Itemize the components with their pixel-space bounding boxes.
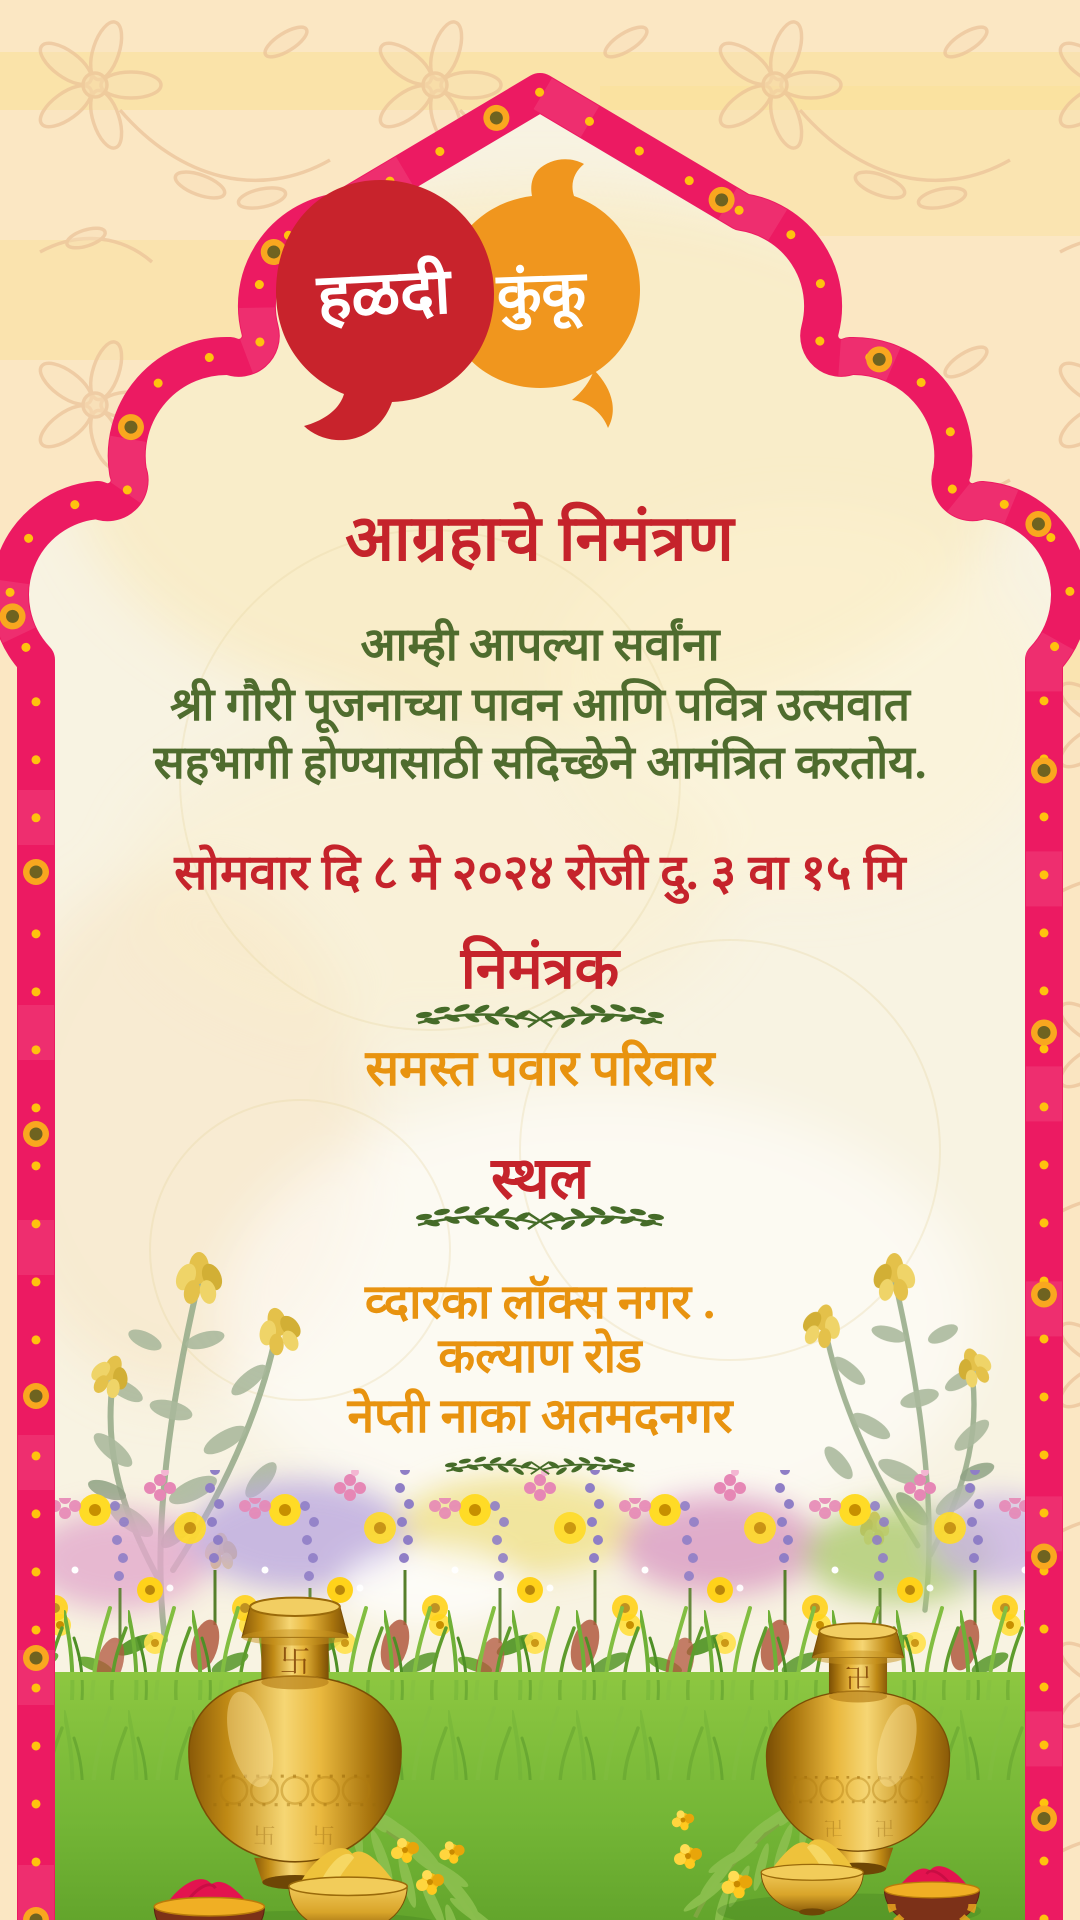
event-datetime: सोमवार दि ८ मे २०२४ रोजी दु. ३ वा १५ मि xyxy=(174,845,906,900)
card-title: आग्रहाचे निमंत्रण xyxy=(345,503,735,574)
venue-line-1: व्दारका लॉक्स नगर . xyxy=(364,1276,716,1329)
haldi-kunku-logo xyxy=(250,148,660,478)
vine-divider-icon xyxy=(390,1198,690,1244)
invite-line-3: सहभागी होण्यासाठी सदिच्छेने आमंत्रित करतोय. xyxy=(153,737,927,788)
host-heading: निमंत्रक xyxy=(460,936,620,1001)
invite-line-1: आम्ही आपल्या सर्वांना xyxy=(360,619,720,670)
logo-word-kunku: कुंकू xyxy=(495,259,587,328)
logo-word-haldi: हळदी xyxy=(315,255,453,334)
venue-line-3: नेप्ती नाका अतमदनगर xyxy=(347,1390,733,1443)
invite-line-2: श्री गौरी पूजनाच्या पावन आणि पवित्र उत्सवात xyxy=(169,679,911,730)
host-name: समस्त पवार परिवार xyxy=(365,1040,715,1096)
venue-line-2: कल्याण रोड xyxy=(438,1330,642,1383)
vine-divider-icon xyxy=(425,1448,655,1488)
venue-heading: स्थल xyxy=(491,1146,589,1211)
